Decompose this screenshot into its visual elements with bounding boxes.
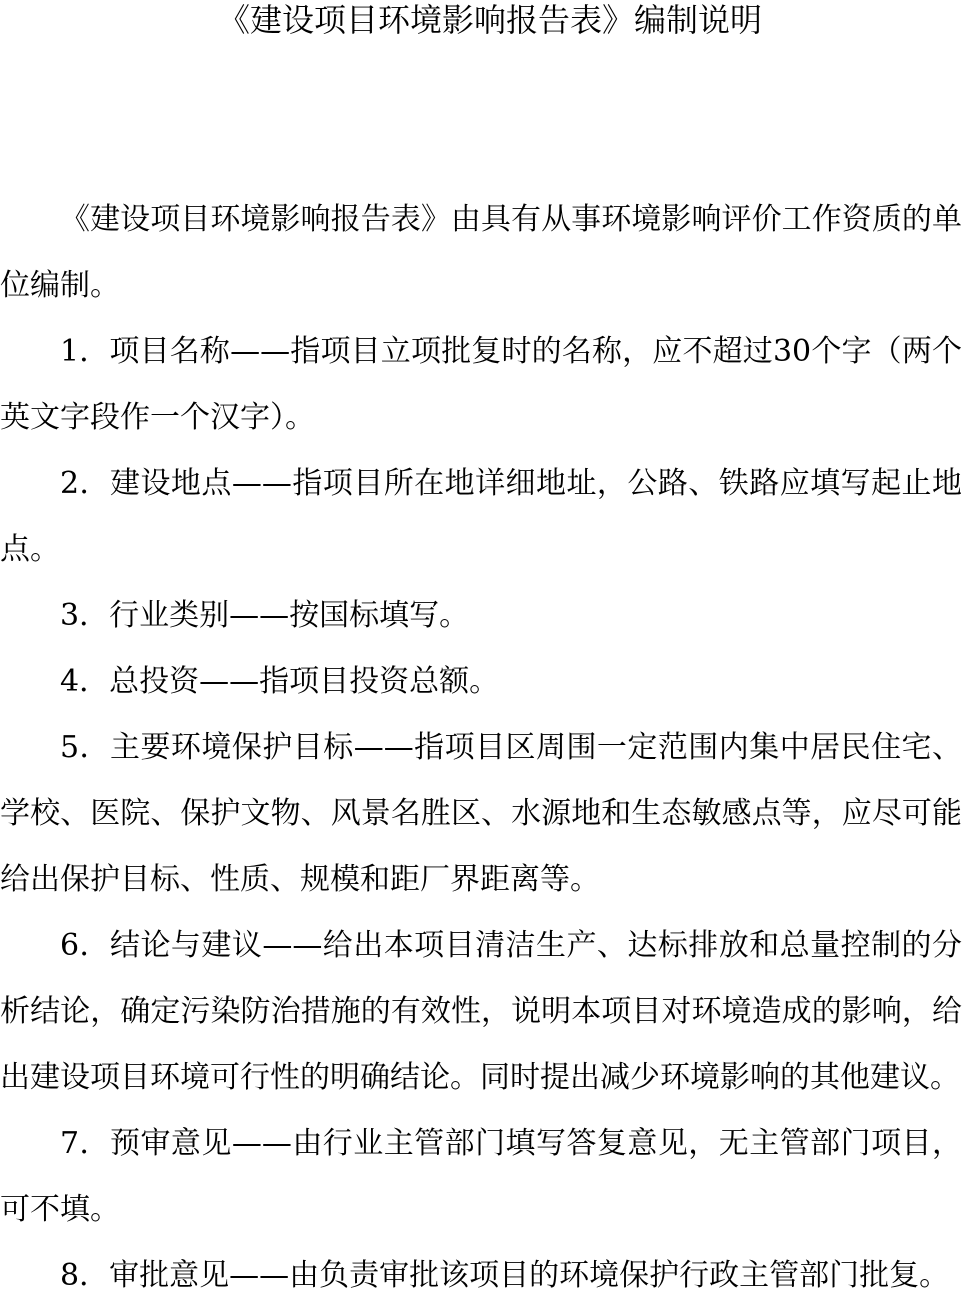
intro-paragraph: 《建设项目环境影响报告表》由具有从事环境影响评价工作资质的单位编制。 [0,202,962,303]
document-body [0,187,962,1309]
item-project-name: 1．项目名称——指项目立项批复时的名称，应不超过30个字（两个英文字段作一个汉字）。 [0,334,962,435]
item-approval: 8．审批意见——由负责审批该项目的环境保护行政主管部门批复。 [60,1258,950,1293]
item-total-investment: 4．总投资——指项目投资总额。 [60,664,500,699]
item-industry-category: 3．行业类别——按国标填写。 [60,598,470,633]
item-protection-targets: 5．主要环境保护目标——指项目区周围一定范围内集中居民住宅、学校、医院、保护文物、风景名胜区、水源地和生态敏感点等，应尽可能给出保护目标、性质、规模和距厂界距离等。 [0,730,962,897]
document-title: 《建设项目环境影响报告表》编制说明 [217,1,762,39]
item-conclusions: 6．结论与建议——给出本项目清洁生产、达标排放和总量控制的分析结论，确定污染防治措施的有效性，说明本项目对环境造成的影响，给出建设项目环境可行性的明确结论。同时提出减少环境影响的其他建议。 [0,928,962,1095]
item-pre-review: 7．预审意见——由行业主管部门填写答复意见，无主管部门项目，可不填。 [0,1126,962,1227]
item-construction-site: 2．建设地点——指项目所在地详细地址，公路、铁路应填写起止地点。 [0,466,962,567]
